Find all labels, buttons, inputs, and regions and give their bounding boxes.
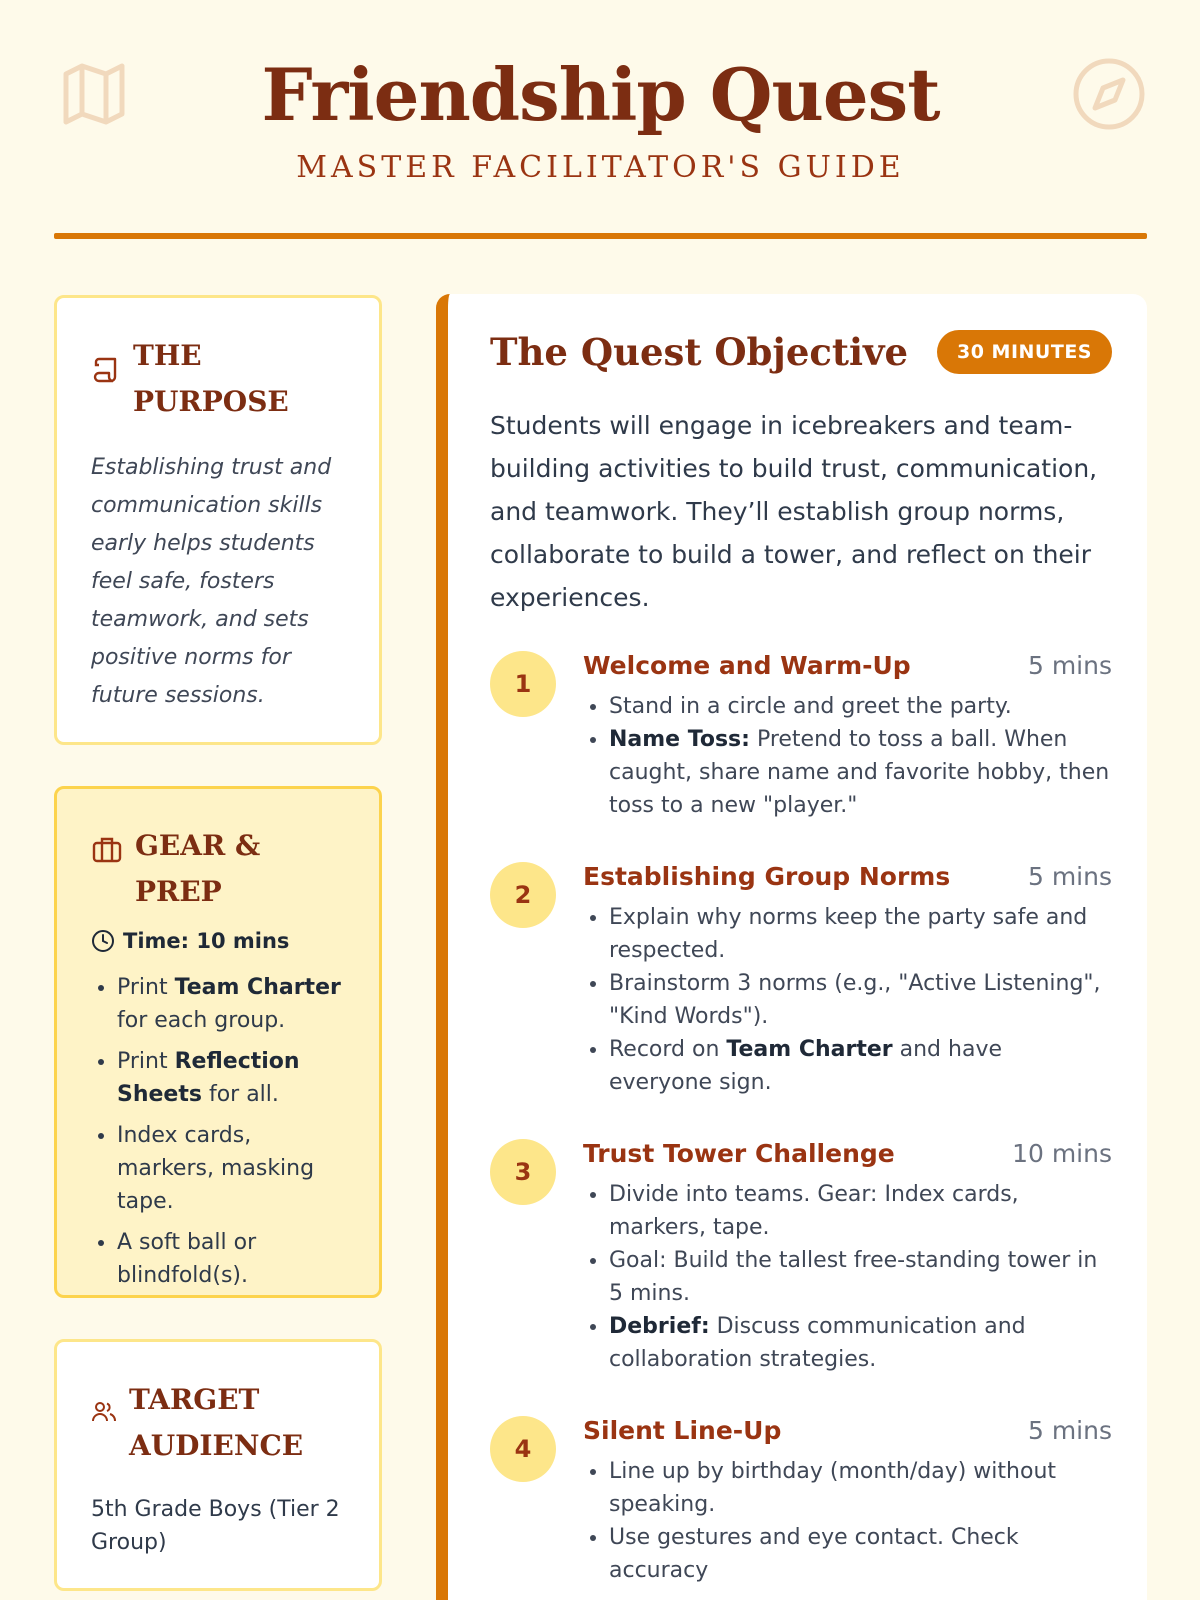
step-duration: 5 mins — [1027, 651, 1112, 680]
objective-intro: Students will engage in icebreakers and team-building activities to build trust, communication, and teamwork. They’ll establish group norms, collaborate to build a tower, and reflect on their experiences. — [490, 411, 1098, 612]
audience-text: 5th Grade Boys (Tier 2 Group) — [91, 1497, 340, 1555]
page-title: Friendship Quest — [261, 52, 940, 137]
step-title: Welcome and Warm-Up — [583, 651, 911, 680]
bullet-text: Divide into teams. Gear: Index cards, markers, tape. — [609, 1182, 1019, 1240]
users-icon — [91, 1399, 117, 1425]
bullet-bold: Debrief: — [609, 1314, 710, 1339]
gear-prep-card — [54, 786, 382, 1298]
scroll-icon — [91, 355, 121, 385]
step-duration: 10 mins — [1012, 1139, 1112, 1168]
duration-badge: 30 MINUTES — [937, 330, 1112, 374]
bullet-text: Explain why norms keep the party safe and respected. — [609, 905, 1088, 963]
bullet-text: Record on — [609, 1037, 727, 1062]
prep-time — [91, 929, 355, 953]
purpose-text: Establishing trust and communication skills early helps students feel safe, fosters teamwork, and sets positive norms for future sessions. — [91, 455, 332, 708]
briefcase-icon — [91, 835, 123, 865]
item-bold: Reflection Sheets — [117, 1049, 300, 1107]
list-item — [609, 723, 1112, 822]
bullet-text: Goal: Build the tallest free-standing tower in 5 mins. — [609, 1248, 1098, 1306]
step-duration: 5 mins — [1027, 862, 1112, 891]
list-item — [117, 1119, 355, 1218]
page-subtitle: MASTER FACILITATOR'S GUIDE — [296, 150, 905, 185]
list-item — [609, 1521, 1112, 1587]
bullet-bold: Name Toss: — [609, 727, 750, 752]
step-title: Establishing Group Norms — [583, 862, 951, 891]
bullet-text: Line up by birthday (month/day) without speaking. — [609, 1459, 1057, 1517]
gear-list — [91, 971, 355, 1292]
list-item — [609, 1178, 1112, 1244]
item-bold: Team Charter — [174, 975, 341, 1000]
objective-panel — [436, 294, 1147, 1600]
item-text: for all. — [201, 1082, 279, 1107]
list-item — [117, 971, 355, 1037]
header-divider — [54, 233, 1147, 239]
list-item — [609, 1244, 1112, 1310]
step-item — [490, 1416, 1112, 1587]
step-title: Trust Tower Challenge — [583, 1139, 895, 1168]
step-duration: 5 mins — [1027, 1416, 1112, 1445]
prep-time-label: Time: 10 mins — [123, 929, 290, 953]
purpose-title: THE PURPOSE — [133, 339, 289, 418]
list-item — [609, 1033, 1112, 1099]
step-item — [490, 1139, 1112, 1376]
bullet-text: and have everyone sign. — [609, 1037, 1002, 1095]
bullet-text: Discuss communication and collaboration strategies. — [609, 1314, 1026, 1372]
bullet-text: Pretend to toss a ball. When caught, share name and favorite hobby, then toss to a new "player." — [609, 727, 1110, 818]
audience-card — [54, 1339, 382, 1591]
list-item — [609, 1455, 1112, 1521]
list-item — [117, 1045, 355, 1111]
list-item — [609, 901, 1112, 967]
item-text: Index cards, markers, masking tape. — [117, 1123, 315, 1214]
step-number: 3 — [490, 1139, 556, 1205]
step-title: Silent Line-Up — [583, 1416, 782, 1445]
item-text: for each group. — [117, 1008, 286, 1033]
purpose-card — [54, 295, 382, 745]
audience-title: TARGET AUDIENCE — [129, 1383, 304, 1462]
list-item — [609, 690, 1112, 723]
step-number: 2 — [490, 862, 556, 928]
bullet-bold: Team Charter — [726, 1037, 893, 1062]
page-header — [54, 0, 1147, 240]
bullet-text: Brainstorm 3 norms (e.g., "Active Listening", "Kind Words"). — [609, 971, 1101, 1029]
bullet-text: Use gestures and eye contact. Check accuracy — [609, 1525, 1019, 1583]
item-text: Print — [117, 1049, 175, 1074]
clock-icon — [91, 929, 115, 953]
step-item — [490, 862, 1112, 1099]
list-item — [609, 967, 1112, 1033]
compass-icon — [1071, 56, 1147, 132]
bullet-text: Stand in a circle and greet the party. — [609, 694, 1012, 719]
step-number: 4 — [490, 1416, 556, 1482]
step-item — [490, 651, 1112, 822]
item-text: A soft ball or blindfold(s). — [117, 1230, 257, 1288]
list-item — [117, 1226, 355, 1292]
step-number: 1 — [490, 651, 556, 717]
objective-title: The Quest Objective — [490, 330, 909, 374]
item-text: Print — [117, 975, 175, 1000]
list-item — [609, 1310, 1112, 1376]
gear-title: GEAR & PREP — [135, 829, 261, 908]
